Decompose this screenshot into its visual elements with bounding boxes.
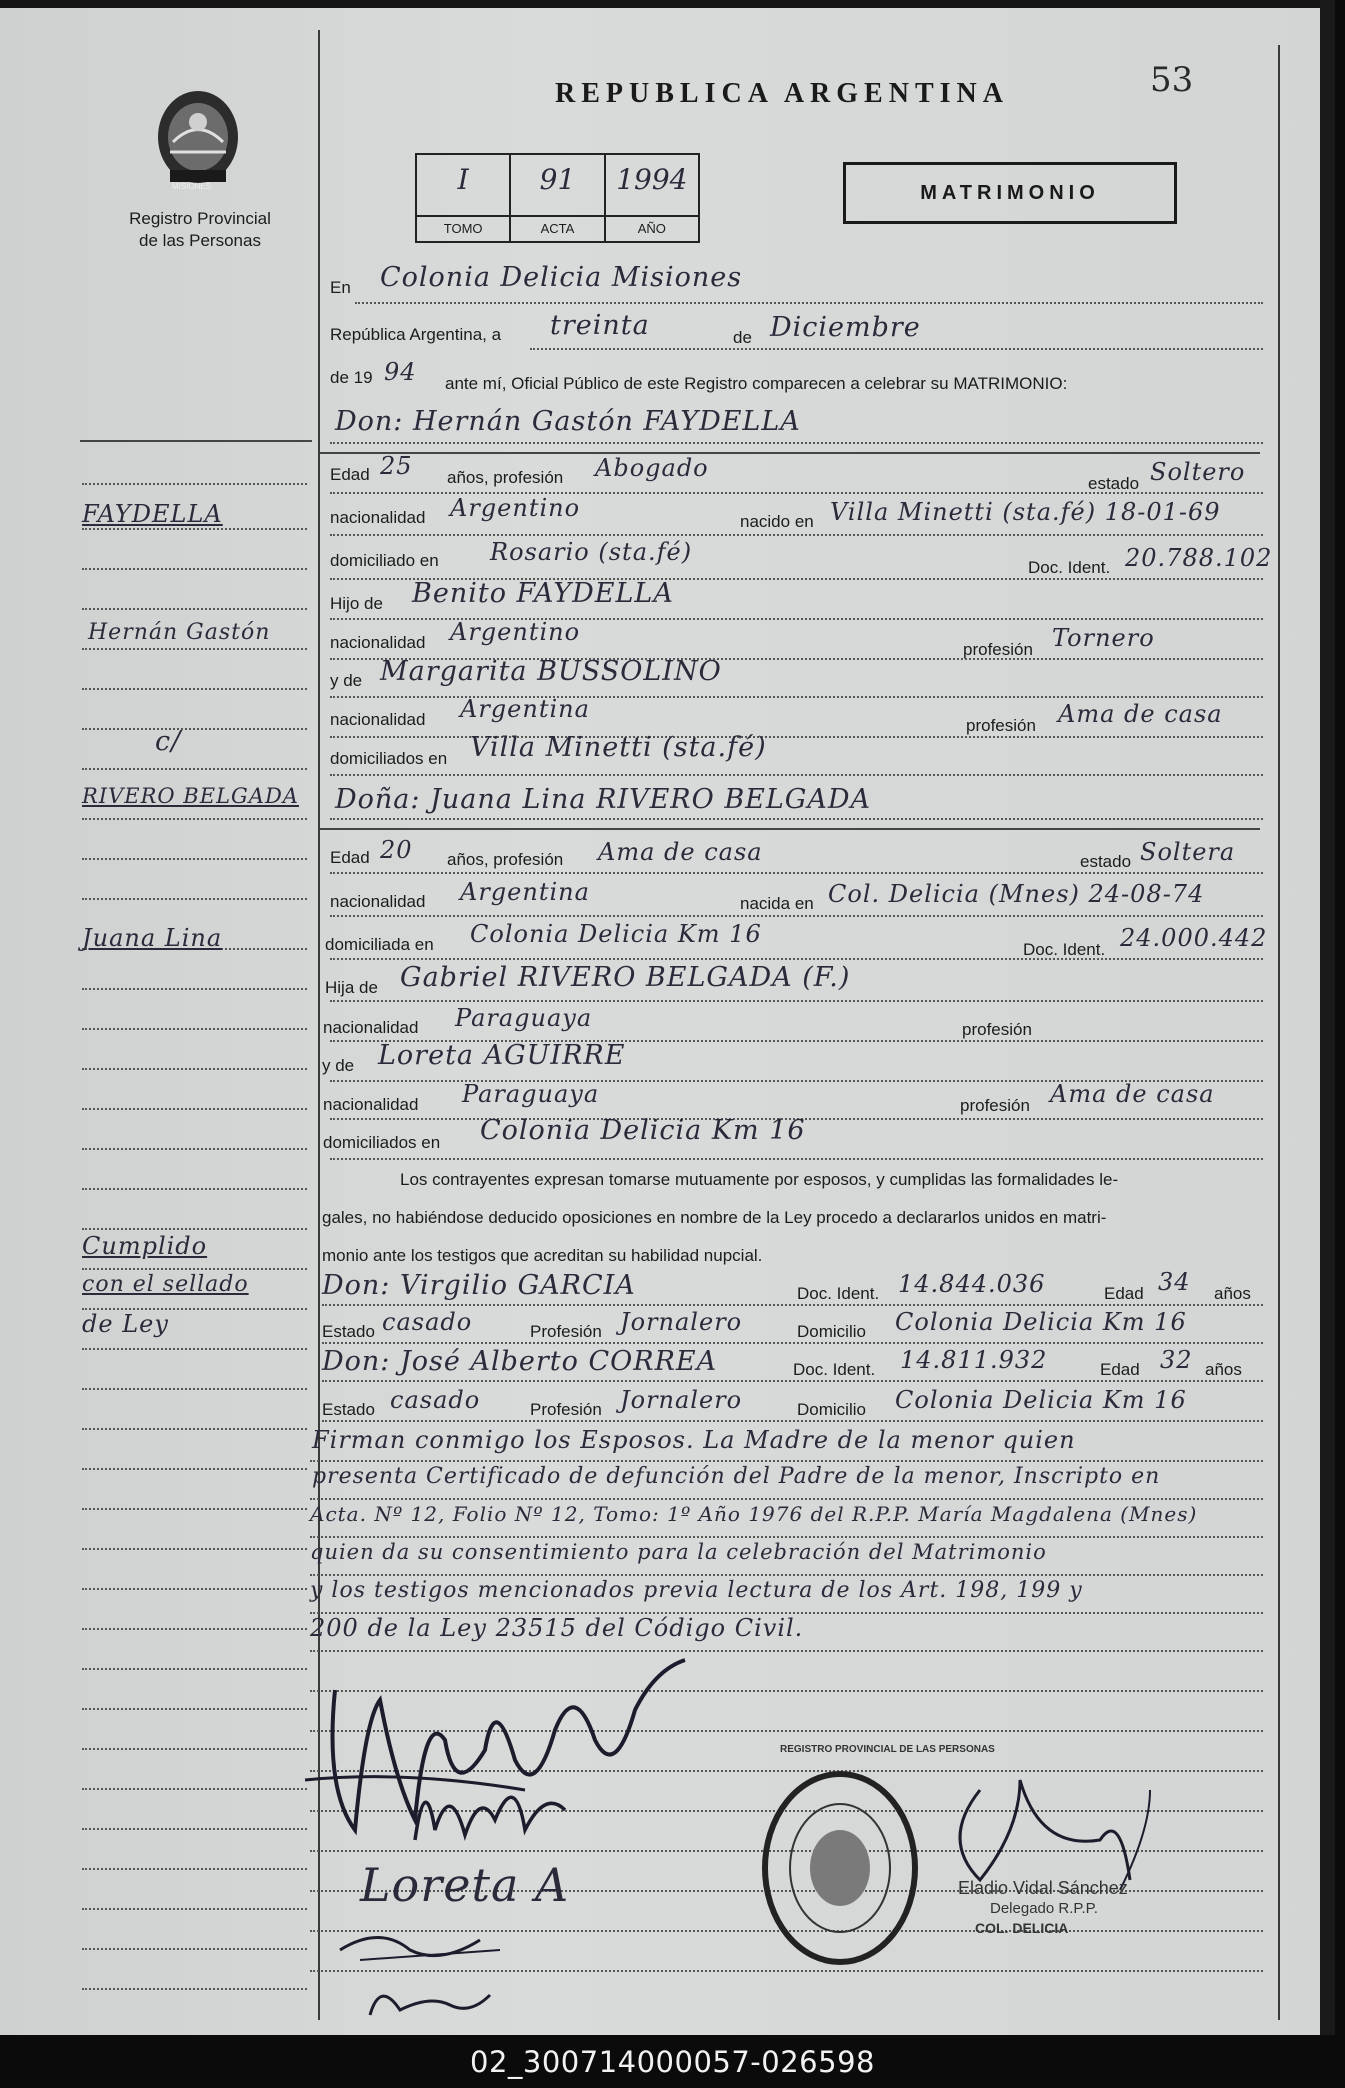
margin-line (82, 1828, 307, 1830)
margin-line (82, 1468, 307, 1470)
groom-yde-label: y de (330, 671, 363, 690)
groom-doc: 20.788.102 (1125, 544, 1273, 572)
republica-label: República Argentina, a (330, 325, 502, 344)
witness2-name: Don: José Alberto CORREA (322, 1346, 718, 1377)
bride-edad-label: Edad (330, 848, 370, 867)
bride-edad: 20 (380, 836, 413, 864)
margin-line (82, 858, 307, 860)
officer-title: Delegado R.P.P. (990, 1900, 1098, 1917)
registry-line-1: Registro Provincial (129, 209, 271, 228)
bride-padre-nac: Paraguaya (455, 1004, 593, 1032)
margin-line (82, 483, 307, 485)
anio-value: 1994 (616, 163, 688, 196)
witness2-domicilio: Colonia Delicia Km 16 (895, 1386, 1187, 1414)
registry-line-2: de las Personas (139, 231, 261, 250)
margin-line (82, 608, 307, 610)
ante-text: ante mí, Oficial Público de este Registro comparecen a celebrar su MATRIMONIO: (445, 374, 1068, 393)
section-rule (320, 452, 1260, 454)
witness2-profesion: Jornalero (620, 1386, 743, 1414)
margin-surname-2: RIVERO BELGADA (82, 784, 299, 808)
bride-padres-dom-label: domiciliados en (323, 1133, 441, 1152)
bride-padres-dom: Colonia Delicia Km 16 (480, 1115, 806, 1146)
witness1-doc: 14.844.036 (898, 1270, 1046, 1298)
witness1-profesion: Jornalero (620, 1308, 743, 1336)
groom-madre: Margarita BUSSOLINO (380, 656, 722, 687)
formal-text-1: Los contrayentes expresan tomarse mutuamente por esposos, y cumplidas las formalidades le- (400, 1170, 1119, 1189)
margin-rule (80, 440, 312, 442)
bride-nac-label: nacionalidad (330, 892, 426, 911)
groom-padre-nac-label: nacionalidad (330, 633, 426, 652)
margin-line (82, 1548, 307, 1550)
witness2-doc: 14.811.932 (900, 1346, 1048, 1374)
emblem-text: MISIONES (172, 182, 212, 191)
dotted-line (530, 348, 1263, 350)
margin-note-1: Cumplido (82, 1232, 208, 1260)
margin-line (82, 1628, 307, 1630)
groom-hijo-label: Hijo de (330, 594, 383, 613)
witness1-edad: 34 (1158, 1268, 1191, 1296)
witness2-doc-label: Doc. Ident. (793, 1360, 876, 1379)
note-line-4: quien da su consentimiento para la celebración del Matrimonio (310, 1540, 1047, 1564)
groom-padre-nac: Argentino (450, 618, 581, 646)
dotted-line (330, 1158, 1263, 1160)
margin-note-3: de Ley (82, 1310, 169, 1338)
groom-padres-dom-label: domiciliados en (330, 749, 448, 768)
groom-edad: 25 (380, 452, 413, 480)
groom-padres-dom: Villa Minetti (sta.fé) (470, 732, 767, 763)
bride-padre-nac-label: nacionalidad (323, 1018, 419, 1037)
de19-label: de 19 (330, 368, 373, 387)
margin-note-2: con el sellado (82, 1272, 249, 1297)
witness2-dom-label: Domicilio (797, 1400, 866, 1419)
bride-signature (395, 1750, 595, 1860)
witness2-anios: años (1205, 1360, 1242, 1379)
groom-padre-prof: Tornero (1052, 624, 1155, 652)
groom-profesion-label: años, profesión (447, 468, 564, 487)
margin-line (82, 528, 307, 530)
dotted-line (322, 1420, 1263, 1422)
margin-line (82, 1188, 307, 1190)
dotted-line (310, 1460, 1263, 1462)
tomo-label: TOMO (417, 215, 509, 241)
groom-profesion: Abogado (595, 454, 709, 482)
witness1-estado-label: Estado (322, 1322, 375, 1341)
bride-profesion-label: años, profesión (447, 850, 564, 869)
margin-line (82, 1348, 307, 1350)
witness2-edad-label: Edad (1100, 1360, 1140, 1379)
section-rule (320, 828, 1260, 830)
day-value: treinta (550, 310, 650, 341)
groom-madre-prof: Ama de casa (1058, 700, 1223, 728)
margin-line (82, 1668, 307, 1670)
bride-doc: 24.000.442 (1120, 924, 1268, 952)
note-line-6: 200 de la Ley 23515 del Código Civil. (310, 1614, 804, 1642)
groom-doc-label: Doc. Ident. (1028, 558, 1111, 577)
acta-label: ACTA (511, 215, 603, 241)
witness2-estado-label: Estado (322, 1400, 375, 1419)
bride-nacionalidad: Argentina (460, 878, 590, 906)
groom-estado-label: estado (1088, 474, 1140, 493)
groom-madre-nac: Argentina (460, 695, 590, 723)
bride-estado: Soltera (1140, 838, 1236, 866)
margin-line (82, 568, 307, 570)
officer-name: Eladio Vidal Sánchez (958, 1878, 1128, 1898)
dotted-line (355, 302, 1263, 304)
witness1-dom-label: Domicilio (797, 1322, 866, 1341)
groom-domicilio: Rosario (sta.fé) (490, 538, 693, 566)
margin-line (82, 1388, 307, 1390)
acta-value: 91 (539, 163, 576, 196)
groom-nacido-label: nacido en (740, 512, 814, 531)
bride-madre-prof: Ama de casa (1050, 1080, 1215, 1108)
officer-place: COL. DELICIA (975, 1920, 1069, 1936)
bride-padre-prof-label: profesión (962, 1020, 1032, 1039)
witness1-name: Don: Virgilio GARCIA (322, 1270, 636, 1301)
groom-madre-prof-label: profesión (966, 716, 1036, 735)
groom-estado: Soltero (1150, 458, 1246, 486)
binding-spine (1320, 0, 1335, 2035)
de-label: de (733, 328, 752, 347)
dotted-line (330, 534, 1263, 536)
tomo-value: I (457, 163, 469, 196)
dotted-line (322, 1304, 1263, 1306)
bride-profesion: Ama de casa (598, 838, 763, 866)
witness-signature-2 (340, 1975, 510, 2025)
note-line-1: Firman conmigo los Esposos. La Madre de la menor quien (312, 1426, 1076, 1454)
bride-nacida: Col. Delicia (Mnes) 24-08-74 (828, 880, 1205, 908)
page-title: REPUBLICA ARGENTINA (555, 78, 1009, 109)
witness2-estado: casado (390, 1386, 481, 1414)
dotted-line (330, 774, 1263, 776)
formal-text-3: monio ante los testigos que acreditan su habilidad nupcial. (322, 1246, 763, 1265)
margin-line (82, 648, 307, 650)
bride-dom-label: domiciliada en (325, 935, 434, 954)
margin-line (82, 1908, 307, 1910)
page-number: 53 (1150, 60, 1194, 100)
margin-line (82, 688, 307, 690)
bride-name: Doña: Juana Lina RIVERO BELGADA (335, 784, 872, 815)
dotted-line (310, 1970, 1263, 1972)
dotted-line (310, 1498, 1263, 1500)
margin-line (82, 1028, 307, 1030)
anio-label: AÑO (606, 215, 698, 241)
year-value: 94 (384, 358, 417, 386)
anio-cell (606, 155, 698, 241)
acta-cell (511, 155, 605, 241)
margin-line (82, 1268, 307, 1270)
record-type-box: MATRIMONIO (843, 162, 1177, 224)
note-line-2: presenta Certificado de defunción del Padre de la menor, Inscripto en (312, 1464, 1161, 1489)
margin-line (82, 1588, 307, 1590)
groom-padre-prof-label: profesión (963, 640, 1033, 659)
dotted-line (310, 1574, 1263, 1576)
groom-edad-label: Edad (330, 465, 370, 484)
bride-yde-label: y de (322, 1056, 355, 1075)
right-border (1278, 45, 1280, 2020)
margin-line (82, 1748, 307, 1750)
groom-dom-label: domiciliado en (330, 551, 439, 570)
witness2-prof-label: Profesión (530, 1400, 602, 1419)
witness1-anios: años (1214, 1284, 1251, 1303)
official-stamp (760, 1768, 920, 1968)
dotted-line (330, 442, 1263, 444)
record-id-box (415, 153, 700, 243)
margin-conj: c/ (155, 726, 182, 757)
margin-line (82, 898, 307, 900)
dotted-line (310, 1536, 1263, 1538)
coat-of-arms-icon (148, 82, 248, 192)
bride-padre: Gabriel RIVERO BELGADA (F.) (400, 962, 851, 993)
note-line-3: Acta. Nº 12, Folio Nº 12, Tomo: 1º Año 1976 del R.P.P. María Magdalena (Mnes) (310, 1502, 1198, 1526)
margin-line (82, 768, 307, 770)
bride-madre-prof-label: profesión (960, 1096, 1030, 1115)
dotted-line (322, 1380, 1263, 1382)
bride-nacida-label: nacida en (740, 894, 814, 913)
tomo-cell (417, 155, 511, 241)
bride-domicilio: Colonia Delicia Km 16 (470, 920, 762, 948)
witness1-prof-label: Profesión (530, 1322, 602, 1341)
margin-line (82, 1148, 307, 1150)
en-label: En (330, 278, 351, 297)
dotted-line (330, 1000, 1263, 1002)
margin-line (82, 818, 307, 820)
groom-name: Don: Hernán Gastón FAYDELLA (335, 406, 801, 437)
registry-name (110, 208, 290, 252)
dotted-line (330, 915, 1263, 917)
witness-signature-1 (320, 1920, 520, 1970)
bride-doc-label: Doc. Ident. (1023, 940, 1106, 959)
margin-line (82, 728, 307, 730)
witness1-domicilio: Colonia Delicia Km 16 (895, 1308, 1187, 1336)
margin-line (82, 1948, 307, 1950)
margin-line (82, 1108, 307, 1110)
witness1-edad-label: Edad (1104, 1284, 1144, 1303)
margin-line (82, 1708, 307, 1710)
margin-given-1: Hernán Gastón (88, 620, 271, 645)
dotted-line (330, 958, 1263, 960)
margin-surname-1: FAYDELLA (82, 500, 223, 528)
margin-line (82, 1788, 307, 1790)
margin-line (82, 1508, 307, 1510)
margin-line (82, 988, 307, 990)
groom-nacionalidad: Argentino (450, 494, 581, 522)
dotted-line (322, 1342, 1263, 1344)
witness1-doc-label: Doc. Ident. (797, 1284, 880, 1303)
dotted-line (330, 872, 1263, 874)
witness2-edad: 32 (1160, 1346, 1193, 1374)
bride-estado-label: estado (1080, 852, 1132, 871)
witness1-estado: casado (382, 1308, 473, 1336)
margin-line (82, 1428, 307, 1430)
month-value: Diciembre (770, 312, 921, 343)
margin-line (82, 1068, 307, 1070)
groom-nacido: Villa Minetti (sta.fé) 18-01-69 (830, 498, 1221, 526)
groom-padre: Benito FAYDELLA (412, 578, 674, 609)
mother-signature: Loreta A (360, 1858, 570, 1912)
bride-madre-nac-label: nacionalidad (323, 1095, 419, 1114)
place-value: Colonia Delicia Misiones (380, 262, 743, 293)
stamp-text: REGISTRO PROVINCIAL DE LAS PERSONAS (780, 1744, 995, 1755)
bride-madre: Loreta AGUIRRE (378, 1040, 626, 1071)
note-line-5: y los testigos mencionados previa lectura de los Art. 198, 199 y (310, 1578, 1083, 1603)
margin-given-2: Juana Lina (82, 924, 223, 952)
margin-line (82, 1988, 307, 1990)
scan-top-edge (0, 0, 1335, 8)
dotted-line (330, 818, 1263, 820)
groom-nac-label: nacionalidad (330, 508, 426, 527)
margin-line (82, 1868, 307, 1870)
groom-madre-nac-label: nacionalidad (330, 710, 426, 729)
margin-line (82, 1228, 307, 1230)
bride-hija-label: Hija de (325, 978, 378, 997)
bride-madre-nac: Paraguaya (462, 1080, 600, 1108)
scan-footer-id: 02_300714000057-026598 (0, 2035, 1345, 2088)
formal-text-2: gales, no habiéndose deducido oposiciones en nombre de la Ley procedo a declararlos unidos en matri- (322, 1208, 1107, 1227)
